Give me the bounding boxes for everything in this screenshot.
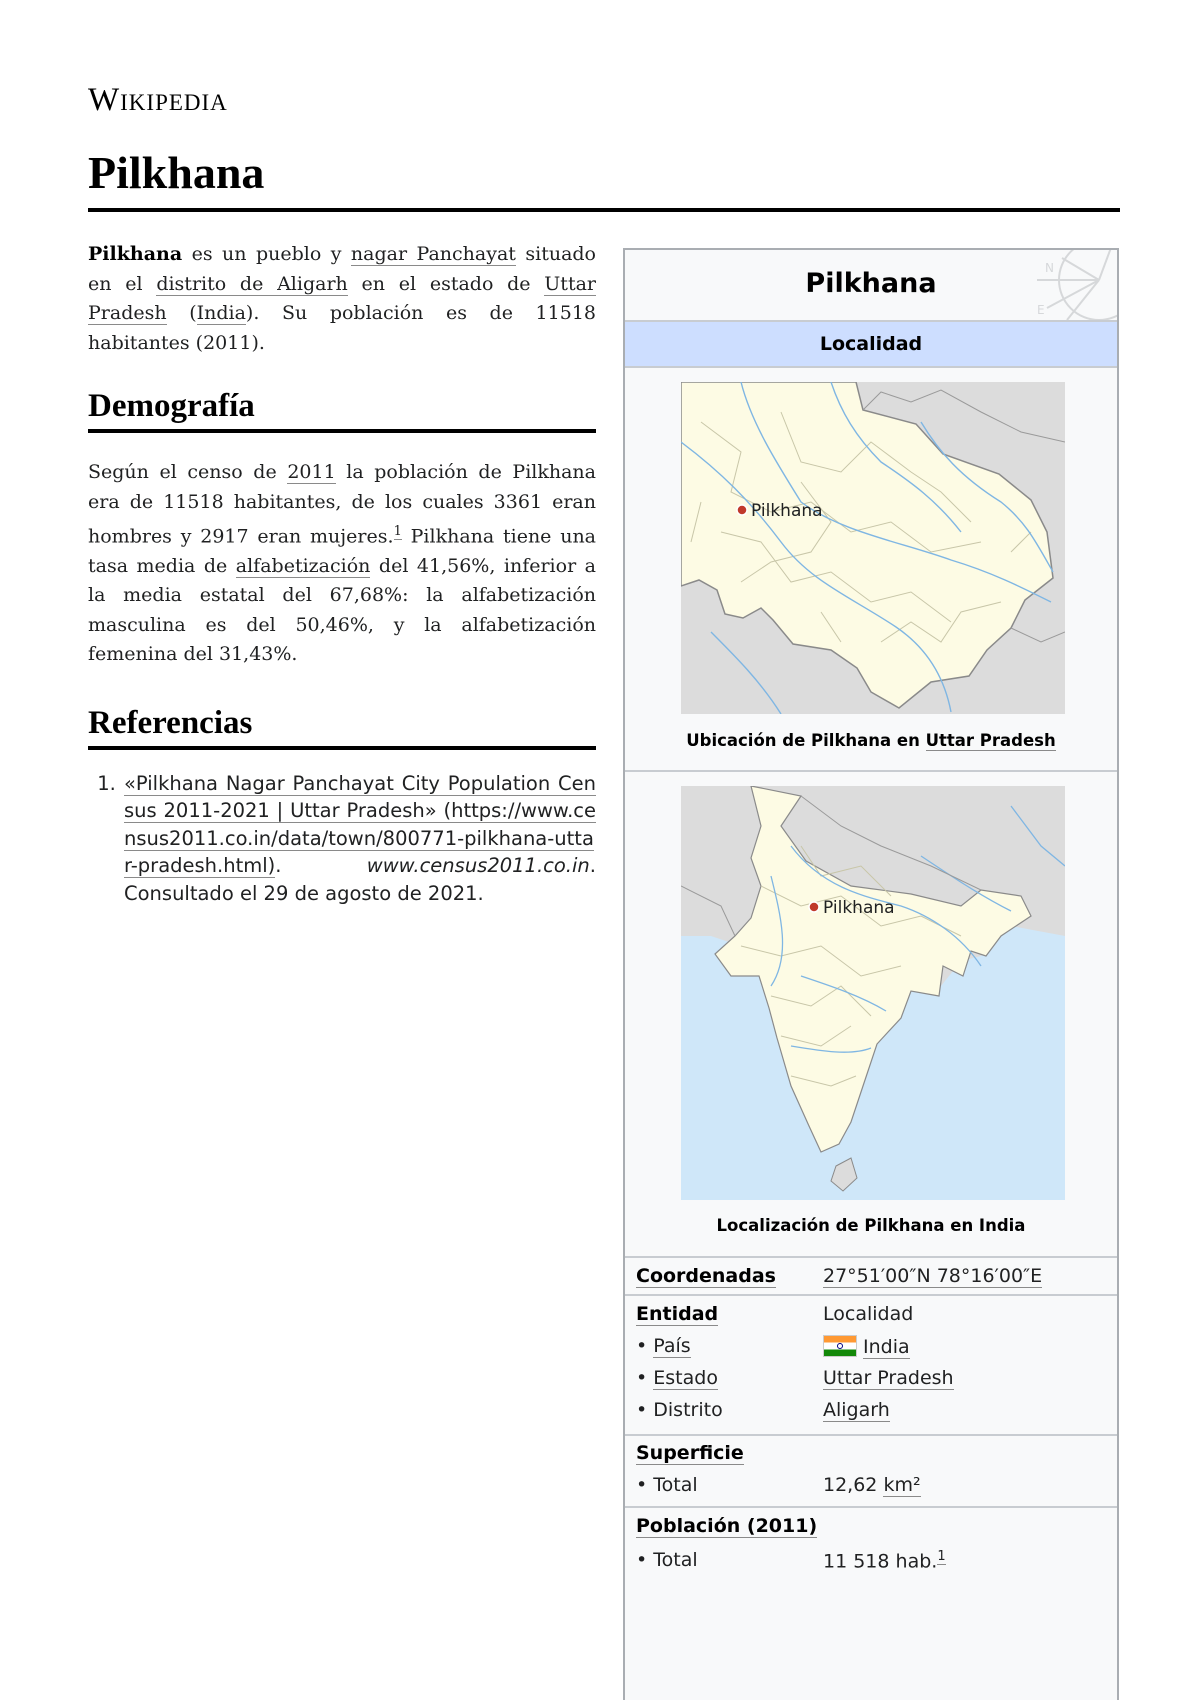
label-estado	[636, 1367, 718, 1389]
ref-superscript[interactable]: 1	[393, 524, 402, 539]
demografia-text: la población de Pilkhana era de 11518 habitantes, de los cuales 3361 eran hombres y 2917 eran mujeres.	[88, 461, 596, 548]
infobox-title: Pilkhana	[805, 268, 937, 299]
subject-name: Pilkhana	[88, 243, 183, 265]
value-distrito[interactable]: Aligarh	[823, 1399, 890, 1421]
infobox-subtitle: Localidad	[625, 322, 1117, 368]
value-poblacion-total	[823, 1549, 946, 1572]
wikipedia-wordmark: Wikipedia	[88, 82, 228, 118]
uttar-pradesh-map[interactable]	[681, 382, 1065, 714]
infobox-map-india	[625, 772, 1117, 1258]
label-total-text: Total	[653, 1549, 698, 1571]
india-map[interactable]	[681, 786, 1065, 1200]
map-marker-label: Pilkhana	[751, 501, 823, 521]
bullet: •	[636, 1399, 648, 1421]
page-title: Pilkhana	[88, 147, 265, 198]
infobox-header	[625, 250, 1117, 322]
label-pais	[636, 1335, 691, 1357]
link-estado[interactable]: Estado	[653, 1367, 718, 1389]
reference-accessed: . Consultado el 29 de agosto de 2021.	[124, 854, 596, 905]
link-poblacion[interactable]: Población (2011)	[636, 1515, 818, 1537]
heading-demografia: Demografía	[88, 388, 596, 433]
link-distrito-aligarh[interactable]: distrito de Aligarh	[156, 272, 348, 295]
intro-text: es un pueblo y	[182, 243, 351, 265]
map-caption-india: Localización de Pilkhana en India	[716, 1216, 1026, 1235]
intro-text: ). Su población es de 11518 habitantes (2011).	[88, 302, 597, 354]
link-caption-uttar-pradesh[interactable]: Uttar Pradesh	[925, 731, 1056, 750]
article-body	[88, 240, 596, 907]
value-pais	[823, 1335, 910, 1358]
row-entidad	[625, 1296, 1117, 1330]
value-estado[interactable]: Uttar Pradesh	[823, 1367, 954, 1389]
row-poblacion-total	[625, 1544, 1117, 1580]
value-coordenadas[interactable]: 27°51′00″N 78°16′00″E	[823, 1265, 1043, 1287]
link-india[interactable]: India	[196, 302, 246, 324]
location-marker-icon	[737, 505, 747, 515]
link-km2[interactable]: km²	[883, 1474, 921, 1496]
poblacion-number: 11 518 hab.	[823, 1550, 938, 1573]
intro-paragraph	[88, 240, 596, 358]
intro-text: en el estado de	[347, 272, 545, 295]
row-superficie-total	[625, 1470, 1117, 1506]
value-entidad: Localidad	[823, 1303, 914, 1325]
link-nagar-panchayat[interactable]: nagar Panchayat	[350, 243, 516, 265]
label-distrito	[636, 1399, 723, 1421]
demografia-paragraph	[88, 458, 596, 670]
heading-referencias: Referencias	[88, 705, 596, 750]
label-entidad[interactable]: Entidad	[636, 1303, 719, 1325]
row-coordenadas	[625, 1258, 1117, 1294]
infobox	[623, 248, 1119, 1700]
svg-text:E: E	[1037, 303, 1045, 317]
link-alfabetizacion[interactable]: alfabetización	[235, 554, 371, 577]
link-2011[interactable]: 2011	[287, 461, 336, 483]
references-list	[88, 770, 596, 908]
row-pais	[625, 1330, 1117, 1364]
bullet: •	[636, 1367, 648, 1389]
label-total-text: Total	[653, 1474, 698, 1496]
reference-text: .	[275, 854, 367, 878]
map-caption-text: Ubicación de Pilkhana en	[686, 731, 926, 750]
demografia-text: del 41,56%, inferior a la media estatal del 67,68%: la alfabetización masculina es del 50,46%, y la alfabetización femenina del 31,43%.	[88, 554, 596, 666]
superficie-number: 12,62	[823, 1474, 884, 1496]
demografia-text: Pilkhana tiene una tasa media de	[88, 525, 597, 577]
title-rule	[88, 208, 1120, 212]
label-superficie-total	[636, 1474, 698, 1496]
ref-superscript[interactable]: 1	[937, 1549, 946, 1564]
label-poblacion-total	[636, 1549, 698, 1571]
row-estado	[625, 1364, 1117, 1398]
label-distrito-text: Distrito	[653, 1399, 723, 1421]
intro-text: situado en el	[88, 243, 597, 295]
infobox-map-uttar-pradesh	[625, 368, 1117, 772]
link-pais[interactable]: País	[653, 1335, 691, 1357]
map-caption-uttar-pradesh	[625, 731, 1117, 750]
row-superficie	[625, 1436, 1117, 1470]
compass-rose-icon	[1007, 250, 1117, 320]
bullet: •	[636, 1549, 648, 1571]
wikipedia-logo[interactable]	[88, 82, 228, 119]
reference-link[interactable]: «Pilkhana Nagar Panchayat City Population Census 2011-2021 | Uttar Pradesh» (https://www.census2011.co.in/data/town/800771-pilkhana-uttar-pradesh.html)	[124, 771, 596, 878]
bullet: •	[636, 1335, 648, 1357]
label-superficie[interactable]: Superficie	[636, 1442, 744, 1464]
value-superficie-total	[823, 1474, 921, 1496]
svg-text:N: N	[1045, 261, 1054, 275]
map-marker-label: Pilkhana	[823, 898, 895, 918]
location-marker-icon	[809, 902, 819, 912]
label-poblacion	[636, 1515, 817, 1537]
link-uttar-pradesh[interactable]: Uttar Pradesh	[88, 272, 596, 324]
reference-item	[122, 770, 596, 908]
india-flag-icon	[823, 1335, 857, 1357]
reference-site: www.census2011.co.in	[366, 854, 590, 878]
intro-text: (	[166, 302, 197, 324]
row-poblacion	[625, 1508, 1117, 1544]
link-value-india[interactable]: India	[863, 1336, 910, 1358]
bullet: •	[636, 1474, 648, 1496]
label-coordenadas[interactable]: Coordenadas	[636, 1265, 776, 1287]
row-distrito	[625, 1398, 1117, 1434]
demografia-text: Según el censo de	[88, 461, 288, 483]
